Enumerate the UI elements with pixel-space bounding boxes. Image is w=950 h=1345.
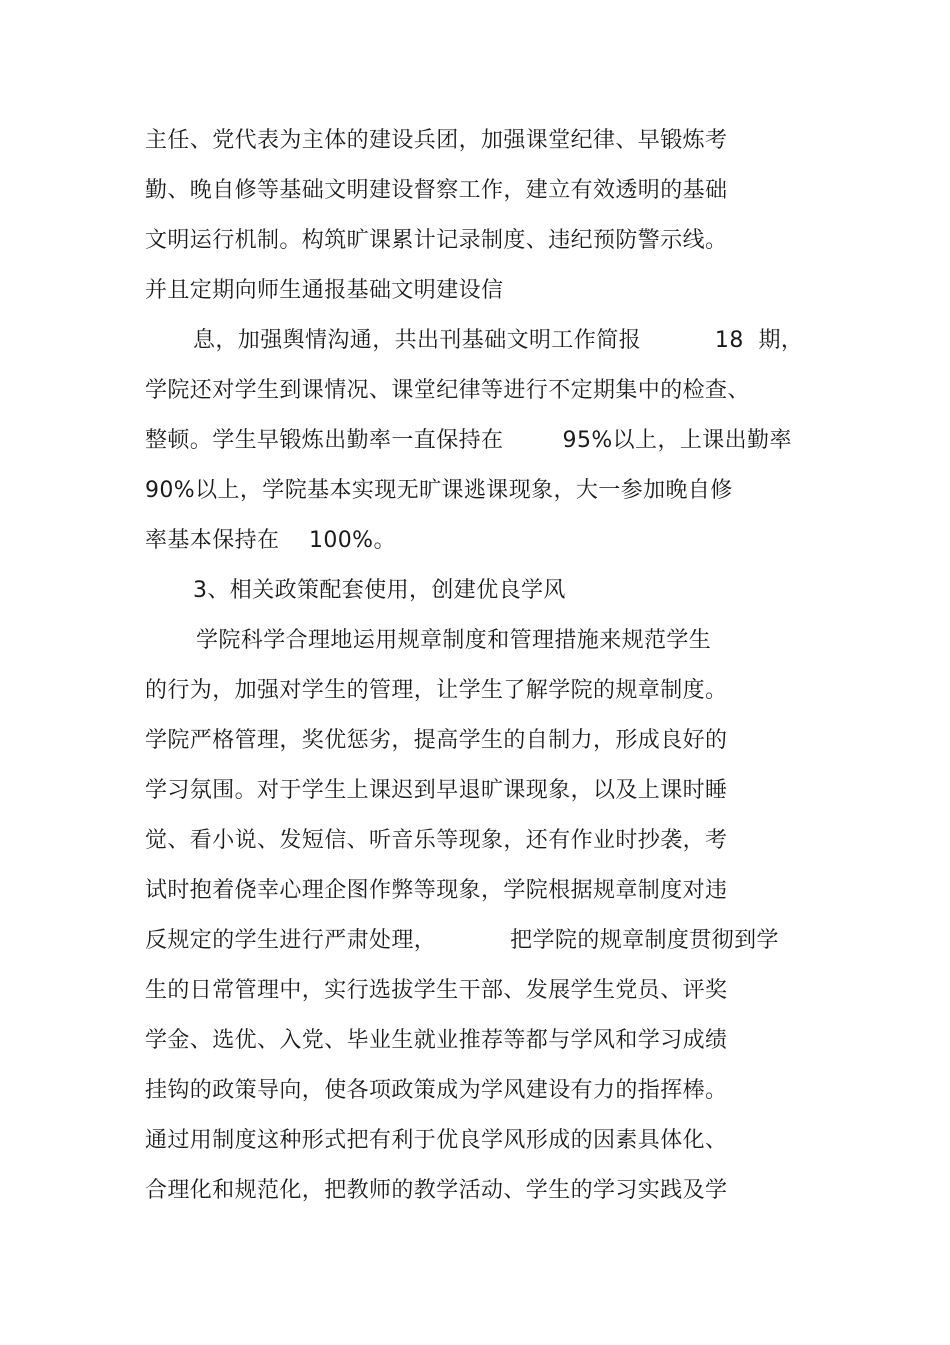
text-line: 反规定的学生进行严肃处理， 把学院的规章制度贯彻到学 [145, 928, 779, 953]
text-line: 学金、选优、入党、毕业生就业推荐等都与学风和学习成绩 [145, 1028, 728, 1053]
text-line: 主任、党代表为主体的建设兵团，加强课堂纪律、早锻炼考 [145, 128, 728, 153]
text-line: 觉、看小说、发短信、听音乐等现象，还有作业时抄袭，考 [145, 828, 728, 853]
text-line: 试时抱着侥幸心理企图作弊等现象，学院根据规章制度对违 [145, 878, 728, 903]
text-line: 生的日常管理中，实行选拔学生干部、发展学生党员、评奖 [145, 978, 728, 1003]
text-line: 的行为，加强对学生的管理，让学生了解学院的规章制度。 [145, 678, 728, 703]
section-heading: 3、相关政策配套使用，创建优良学风 [193, 578, 566, 603]
text-line: 学院科学合理地运用规章制度和管理措施来规范学生 [196, 628, 712, 653]
text-line: 学院还对学生到课情况、课堂纪律等进行不定期集中的检查、 [145, 378, 750, 403]
text-line: 通过用制度这种形式把有利于优良学风形成的因素具体化、 [145, 1128, 728, 1153]
text-line: 率基本保持在 100%。 [145, 528, 396, 553]
text-line: 学习氛围。对于学生上课迟到早退旷课现象，以及上课时睡 [145, 778, 728, 803]
text-line: 勤、晚自修等基础文明建设督察工作，建立有效透明的基础 [145, 178, 728, 203]
text-line: 挂钩的政策导向，使各项政策成为学风建设有力的指挥棒。 [145, 1078, 728, 1103]
text-line: 整顿。学生早锻炼出勤率一直保持在 95%以上，上课出勤率 [145, 428, 792, 453]
text-line: 并且定期向师生通报基础文明建设信 [145, 278, 504, 303]
text-line: 文明运行机制。构筑旷课累计记录制度、违纪预防警示线。 [145, 228, 728, 253]
text-line: 90%以上，学院基本实现无旷课逃课现象，大一参加晚自修 [145, 478, 733, 503]
text-line: 息，加强舆情沟通，共出刊基础文明工作简报 18 期， [193, 328, 804, 353]
text-line: 学院严格管理，奖优惩劣，提高学生的自制力，形成良好的 [145, 728, 728, 753]
text-line: 合理化和规范化，把教师的教学活动、学生的学习实践及学 [145, 1178, 728, 1203]
